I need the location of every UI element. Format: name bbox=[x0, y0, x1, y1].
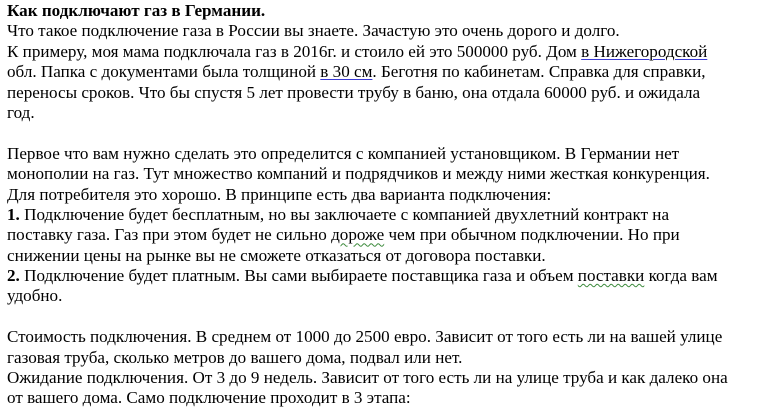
text-line bbox=[7, 42, 763, 62]
spellcheck-marked-word: дороже bbox=[331, 225, 385, 245]
paragraph-intro bbox=[7, 21, 763, 123]
text-span: поставку газа. Газ при этом будет не сильно bbox=[7, 225, 332, 245]
text-line: Для потребителя это хорошо. В принципе есть два варианта подключения: bbox=[7, 184, 552, 204]
text-span: чем при обычном подключении. Но при bbox=[384, 225, 680, 245]
text-line: удобно. bbox=[7, 286, 63, 306]
text-span: К примеру, моя мама подключала газ в 2016г. и стоило ей это 500000 руб. Дом bbox=[7, 41, 582, 61]
text-line: снижении цены на рынке вы не сможете отказаться от договора поставки. bbox=[7, 245, 546, 265]
text-span: Подключение будет платным. Вы сами выбираете поставщика газа и объем bbox=[19, 266, 578, 286]
text-line: год. bbox=[7, 102, 35, 122]
text-line: от вашего дома. Само подключение проходит в 3 этапа: bbox=[7, 388, 411, 408]
text-line bbox=[7, 225, 763, 245]
text-line: Стоимость подключения. В среднем от 1000 до 2500 евро. Зависит от того есть ли на вашей улице bbox=[7, 327, 723, 347]
text-line bbox=[7, 266, 763, 286]
text-line bbox=[7, 205, 763, 225]
paragraph-gap bbox=[7, 123, 763, 143]
text-span: когда вам bbox=[644, 266, 718, 286]
text-line bbox=[7, 62, 763, 82]
paragraph-options bbox=[7, 144, 763, 307]
text-line: монополии на газ. Тут множество компаний и подрядчиков и между ними жесткая конкуренция. bbox=[7, 164, 710, 184]
underlined-text: в Нижегородской bbox=[581, 41, 708, 61]
text-line: Что такое подключение газа в России вы знаете. Зачастую это очень дорого и долго. bbox=[7, 21, 620, 41]
document-body bbox=[7, 1, 763, 409]
list-number: 2. bbox=[7, 266, 20, 286]
spellcheck-marked-word: поставки bbox=[577, 266, 645, 286]
text-span: . Беготня по кабинетам. Справка для справки, bbox=[372, 62, 706, 82]
text-line: переносы сроков. Что бы спустя 5 лет провести трубу в баню, она отдала 60000 руб. и ожидала bbox=[7, 82, 701, 102]
list-number: 1. bbox=[7, 204, 20, 224]
text-line: Ожидание подключения. От 3 до 9 недель. Зависит от того есть ли на улице труба и как далеко она bbox=[7, 368, 728, 388]
document-title: Как подключают газ в Германии. bbox=[7, 1, 266, 20]
text-line: газовая труба, сколько метров до вашего дома, подвал или нет. bbox=[7, 347, 463, 367]
paragraph-gap bbox=[7, 307, 763, 327]
text-span: обл. Папка с документами была толщиной bbox=[7, 62, 321, 82]
text-span: Подключение будет бесплатным, но вы заключаете с компанией двухлетний контракт на bbox=[19, 204, 670, 224]
text-line: Первое что вам нужно сделать это определится с компанией установщиком. В Германии нет bbox=[7, 143, 680, 163]
paragraph-cost bbox=[7, 327, 763, 409]
underlined-text: в 30 см bbox=[320, 62, 373, 82]
